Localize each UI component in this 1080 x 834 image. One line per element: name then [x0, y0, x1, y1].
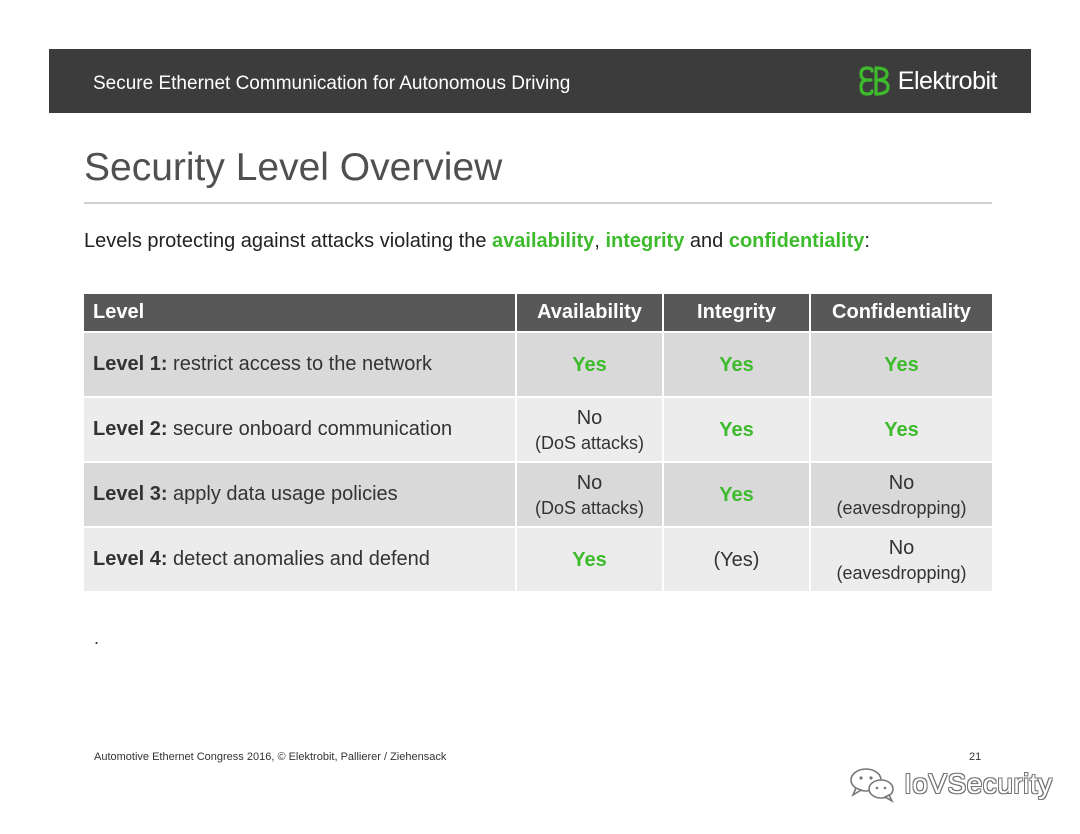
cell-value: (Yes) — [713, 548, 760, 571]
level-label: Level 3: — [93, 483, 168, 505]
table-row — [84, 462, 992, 527]
table-row — [84, 527, 992, 592]
watermark-text: IoVSecurity — [904, 768, 1053, 799]
intro-suffix: : — [864, 230, 870, 252]
header-title: Secure Ethernet Communication for Autonomous Driving — [93, 73, 571, 94]
cell-value: Yes — [884, 418, 919, 441]
confidentiality-cell — [810, 397, 992, 462]
brand-name: Elektrobit — [897, 66, 997, 95]
availability-cell — [516, 462, 663, 527]
availability-cell — [516, 332, 663, 397]
intro-prefix: Levels protecting against attacks violating the — [84, 230, 493, 252]
level-cell — [84, 462, 516, 527]
level-cell — [84, 527, 516, 592]
elektrobit-logo-icon — [858, 66, 890, 96]
cell-value: Yes — [719, 418, 754, 441]
cell-value: No — [888, 536, 915, 559]
integrity-cell — [663, 527, 810, 592]
cell-value: Yes — [884, 353, 919, 376]
security-levels-table — [84, 294, 992, 593]
stray-dot: . — [94, 628, 100, 648]
cell-value: Yes — [572, 353, 607, 376]
confidentiality-cell — [810, 527, 992, 592]
cell-note: (eavesdropping) — [836, 562, 967, 583]
cell-value: No — [576, 406, 603, 429]
cell-value: No — [576, 471, 603, 494]
page-title: Security Level Overview — [84, 146, 503, 189]
cell-note: (DoS attacks) — [534, 497, 645, 518]
table-header-row — [84, 294, 992, 332]
level-description: apply data usage policies — [167, 483, 398, 505]
intro-term-availability: availability — [492, 230, 595, 252]
cell-note: (DoS attacks) — [534, 432, 645, 453]
level-cell — [84, 332, 516, 397]
page-number: 21 — [969, 751, 982, 763]
column-header-confidentiality: Confidentiality — [810, 294, 992, 332]
intro-separator: , — [594, 230, 606, 252]
level-description: secure onboard communication — [167, 418, 453, 440]
integrity-cell — [663, 397, 810, 462]
header-bar — [49, 49, 1031, 113]
availability-cell — [516, 527, 663, 592]
level-description: restrict access to the network — [167, 353, 433, 375]
integrity-cell — [663, 332, 810, 397]
cell-note: (eavesdropping) — [836, 497, 967, 518]
cell-value: Yes — [719, 353, 754, 376]
table-row — [84, 332, 992, 397]
intro-separator: and — [684, 230, 729, 252]
availability-cell — [516, 397, 663, 462]
intro-text — [84, 230, 870, 253]
level-cell — [84, 397, 516, 462]
cell-value: Yes — [719, 483, 754, 506]
column-header-level: Level — [84, 294, 516, 332]
integrity-cell — [663, 462, 810, 527]
confidentiality-cell — [810, 332, 992, 397]
footer-text: Automotive Ethernet Congress 2016, © Elektrobit, Pallierer / Ziehensack — [94, 751, 447, 763]
brand-logo — [858, 65, 997, 97]
level-label: Level 2: — [93, 418, 168, 440]
wechat-icon — [848, 765, 898, 803]
watermark — [848, 764, 1053, 804]
intro-term-confidentiality: confidentiality — [728, 230, 865, 252]
level-description: detect anomalies and defend — [167, 548, 430, 570]
intro-term-integrity: integrity — [605, 230, 685, 252]
table-row — [84, 397, 992, 462]
cell-value: Yes — [572, 548, 607, 571]
cell-value: No — [888, 471, 915, 494]
title-divider — [84, 202, 992, 204]
confidentiality-cell — [810, 462, 992, 527]
column-header-integrity: Integrity — [663, 294, 810, 332]
level-label: Level 4: — [93, 548, 168, 570]
column-header-availability: Availability — [516, 294, 663, 332]
level-label: Level 1: — [93, 353, 168, 375]
